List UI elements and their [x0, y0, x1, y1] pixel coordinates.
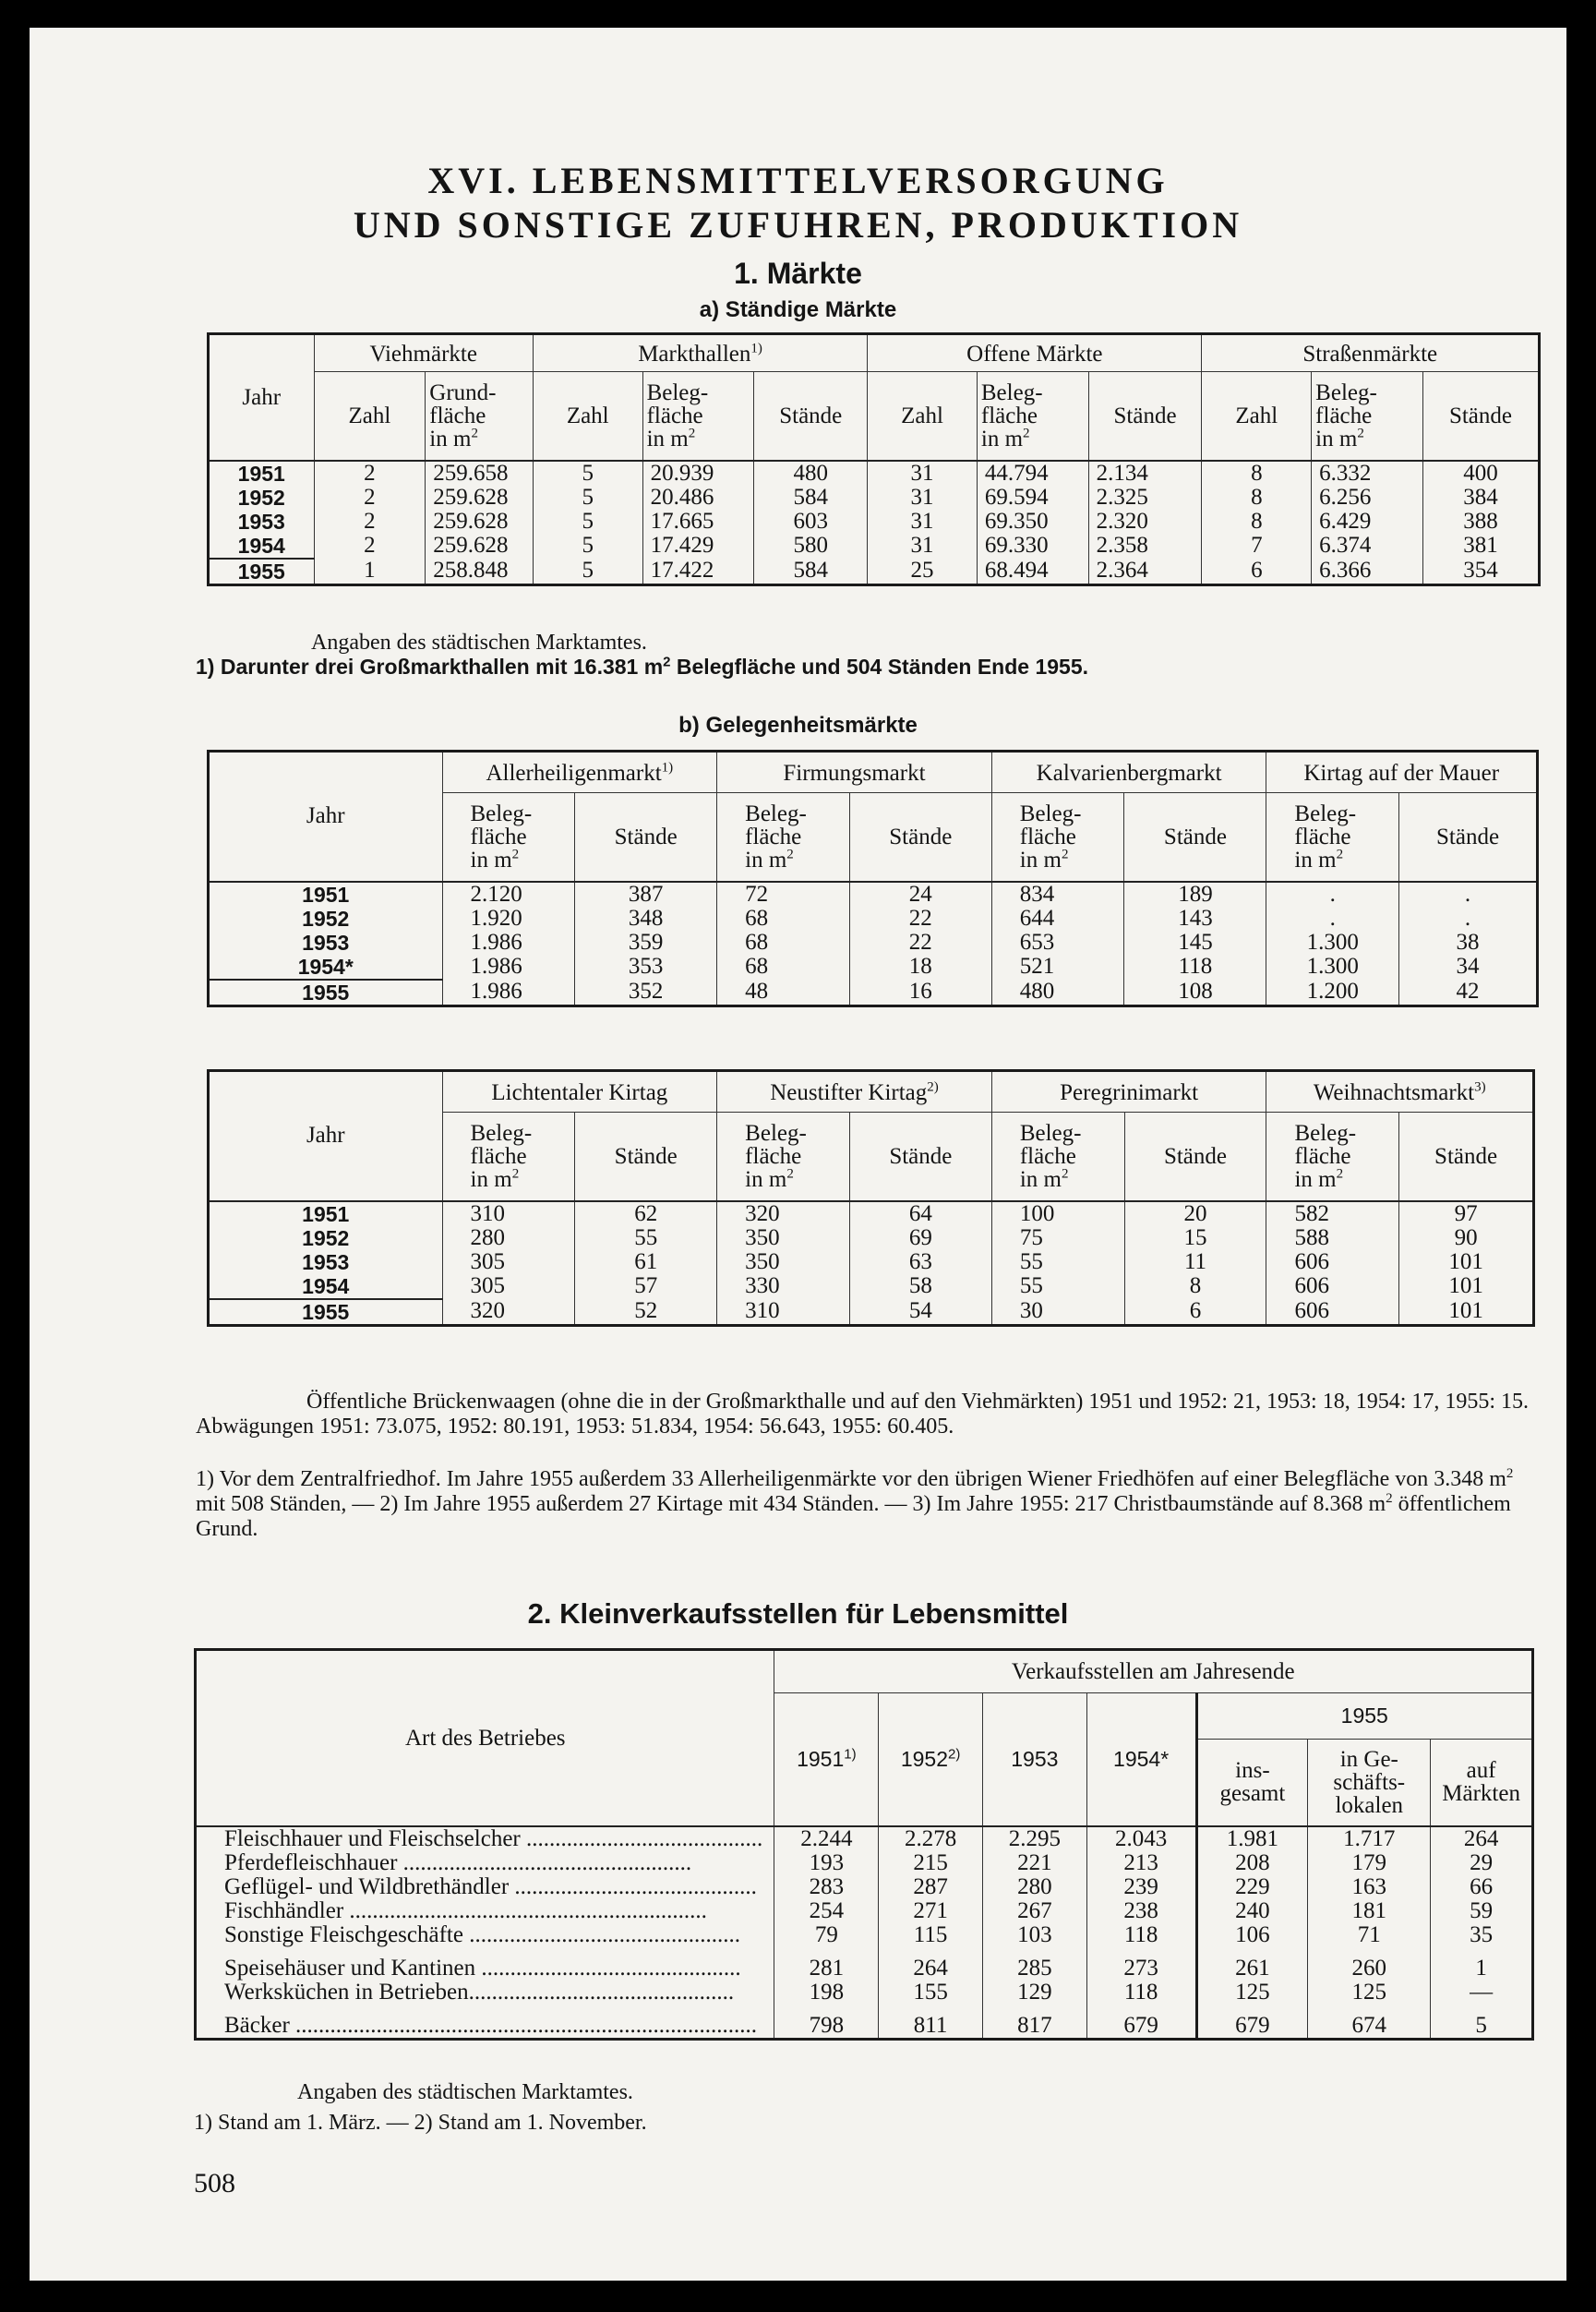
col-in-geschaeftslokalen: in Ge- schäfts- lokalen — [1308, 1740, 1431, 1826]
table-row: 1955 320 52 310 54 30 6 606 101 — [209, 1299, 1534, 1326]
sub-staende: Stände — [1088, 372, 1202, 461]
table-row: 1951 2 259.658 5 20.939 480 31 44.794 2.134 8 6.332 400 — [209, 461, 1540, 486]
group-lichtentaler-kirtag: Lichtentaler Kirtag — [442, 1071, 717, 1113]
sub-staende: Stände — [754, 372, 868, 461]
sub-staende: Stände — [1124, 793, 1266, 882]
sub-belegflaeche: Beleg- fläche in $m^2$ — [642, 372, 754, 461]
sub-zahl: Zahl — [314, 372, 426, 461]
sub-belegflaeche: Beleg- fläche in $m^2$ — [442, 793, 575, 882]
group-peregrinimarkt: Peregrinimarkt — [991, 1071, 1266, 1113]
notes-brueckenwaagen: Öffentliche Brückenwaagen (ohne die in der Großmarkthalle und auf den Viehmärkten) 1951 und 1952: 21, 1953: 18, 1954: 17, 1955: 15. Abwägungen 1951: 73.075, 1952: 80.191, 1953: 51.834, 1954: 56.643, 1955: 60.405. — [196, 1390, 1530, 1439]
sub-belegflaeche: Beleg- fläche in $m^2$ — [717, 1113, 850, 1201]
table-row: Sonstige Fleischgeschäfte ............................................... 79 115 103 118 106 71 35 — [196, 1923, 1533, 1957]
sub-staende: Stände — [575, 1113, 717, 1201]
table-row: 1952 1.920 348 68 22 644 143 . . — [209, 907, 1538, 931]
group-viehmaerkte: Viehmärkte — [314, 334, 533, 372]
col-jahr: Jahr — [209, 334, 315, 461]
col-1955: 1955 — [1196, 1693, 1532, 1740]
group-firmungsmarkt: Firmungsmarkt — [717, 752, 992, 793]
table-row: Werksküchen in Betrieben.............................................. 198 155 129 118 125 125 — — [196, 1981, 1533, 2014]
table-row: 1954 2 259.628 5 17.429 580 31 69.330 2.358 7 6.374 381 — [209, 534, 1540, 559]
table-row: Bäcker ................................................................................ 798 811 817 679 679 674 5 — [196, 2014, 1533, 2040]
sub-zahl: Zahl — [533, 372, 642, 461]
chapter-title-line1: XVI. LEBENSMITTELVERSORGUNG — [427, 160, 1169, 201]
sub-staende: Stände — [849, 793, 991, 882]
sub-staende: Stände — [849, 1113, 991, 1201]
table-row: Geflügel- und Wildbrethändler .......................................... 283 287 280 239 229 163 66 — [196, 1875, 1533, 1899]
group-markthallen: Markthallen$^{1)}$ — [533, 334, 867, 372]
section-title-maerkte: 1. Märkte — [734, 257, 862, 290]
table-kleinverkaufsstellen — [194, 1648, 1534, 2041]
table-row: Speisehäuser und Kantinen ............................................. 281 264 285 273 261 260 1 — [196, 1957, 1533, 1981]
source-note-2: Angaben des städtischen Marktamtes. — [297, 2080, 633, 2104]
table-row: 1954* 1.986 353 68 18 521 118 1.300 34 — [209, 955, 1538, 980]
sub-grundflaeche: Grund- fläche in $m^2$ — [426, 372, 534, 461]
table-row: 1952 280 55 350 69 75 15 588 90 — [209, 1226, 1534, 1250]
table-row: 1955 1 258.848 5 17.422 584 25 68.494 2.364 6 6.366 354 — [209, 559, 1540, 585]
group-weihnachtsmarkt: Weihnachtsmarkt$^{3)}$ — [1266, 1071, 1534, 1113]
sub-belegflaeche: Beleg- fläche in $m^2$ — [1312, 372, 1423, 461]
sub-belegflaeche: Beleg- fläche in $m^2$ — [1266, 793, 1399, 882]
group-offene-maerkte: Offene Märkte — [868, 334, 1202, 372]
sub-staende: Stände — [1399, 1113, 1534, 1201]
group-verkaufsstellen: Verkaufsstellen am Jahresende — [774, 1650, 1533, 1693]
col-1953: 1953 — [982, 1693, 1086, 1826]
sub-staende: Stände — [1124, 1113, 1266, 1201]
group-allerheiligenmarkt: Allerheiligenmarkt$^{1)}$ — [442, 752, 717, 793]
table-row: 1952 2 259.628 5 20.486 584 31 69.594 2.325 8 6.256 384 — [209, 486, 1540, 510]
section-title-kleinverkaufsstellen: 2. Kleinverkaufsstellen für Lebensmittel — [527, 1597, 1069, 1630]
group-kalvarienbergmarkt: Kalvarienbergmarkt — [991, 752, 1266, 793]
document-page — [30, 28, 1566, 2281]
footnote-a: 1) Darunter drei Großmarkthallen mit 16.381 $m^2$ Belegfläche und 504 Ständen Ende 1955. — [196, 654, 1089, 679]
source-note-a: Angaben des städtischen Marktamtes. — [311, 631, 647, 655]
sub-belegflaeche: Beleg- fläche in $m^2$ — [717, 793, 850, 882]
sub-staende: Stände — [1422, 372, 1539, 461]
table-b-title: b) Gelegenheitsmärkte — [678, 713, 918, 738]
table-row: 1955 1.986 352 48 16 480 108 1.200 42 — [209, 980, 1538, 1006]
col-1954: 1954* — [1086, 1693, 1196, 1826]
footnotes-2: 1) Stand am 1. März. — 2) Stand am 1. November. — [194, 2111, 647, 2135]
group-neustifter-kirtag: Neustifter Kirtag$^{2)}$ — [717, 1071, 992, 1113]
table-a-title: a) Ständige Märkte — [699, 297, 897, 322]
table-row: 1951 2.120 387 72 24 834 189 . . — [209, 882, 1538, 907]
table-row: 1953 1.986 359 68 22 653 145 1.300 38 — [209, 931, 1538, 955]
table-row: 1953 2 259.628 5 17.665 603 31 69.350 2.320 8 6.429 388 — [209, 510, 1540, 534]
sub-belegflaeche: Beleg- fläche in $m^2$ — [1266, 1113, 1399, 1201]
notes-footnotes-b: 1) Vor dem Zentralfriedhof. Im Jahre 1955 außerdem 33 Allerheiligenmärkte vor den übrigen Wiener Friedhöfen auf einer Belegfläche von 3.348 $m^2$ mit 508 Ständen, — 2) Im Jahre 1955 außerdem 27 Kirtage mit 434 Ständen. — 3) Im Jahre 1955: 217 Christbaumstände auf 8.368 $m^2$ öffentlichem Grund. — [196, 1466, 1514, 1541]
table-gelegenheitsmaerkte-2 — [207, 1069, 1535, 1327]
table-row: Fleischhauer und Fleischselcher ......................................... 2.244 2.278 2.295 2.043 1.981 1.717 264 — [196, 1826, 1533, 1851]
group-kirtag-auf-der-mauer: Kirtag auf der Mauer — [1266, 752, 1538, 793]
col-insgesamt: ins- gesamt — [1196, 1740, 1308, 1826]
table-gelegenheitsmaerkte — [207, 750, 1539, 1007]
table-staendige-maerkte — [207, 332, 1541, 586]
sub-belegflaeche: Beleg- fläche in $m^2$ — [991, 1113, 1124, 1201]
col-1951: 1951$^{1)}$ — [774, 1693, 879, 1826]
sub-belegflaeche: Beleg- fläche in $m^2$ — [991, 793, 1124, 882]
table-row: 1953 305 61 350 63 55 11 606 101 — [209, 1250, 1534, 1274]
col-jahr: Jahr — [209, 752, 443, 882]
sub-belegflaeche: Beleg- fläche in $m^2$ — [977, 372, 1088, 461]
col-jahr: Jahr — [209, 1071, 443, 1201]
sub-zahl: Zahl — [1202, 372, 1312, 461]
table-row: Fischhändler .............................................................. 254 271 267 238 240 181 59 — [196, 1899, 1533, 1923]
sub-staende: Stände — [1399, 793, 1538, 882]
table-row: Pferdefleischhauer .................................................. 193 215 221 213 208 179 29 — [196, 1851, 1533, 1875]
table-row: 1951 310 62 320 64 100 20 582 97 — [209, 1201, 1534, 1226]
sub-zahl: Zahl — [868, 372, 978, 461]
sub-staende: Stände — [575, 793, 717, 882]
chapter-title-line2: UND SONSTIGE ZUFUHREN, PRODUKTION — [353, 204, 1243, 246]
sub-belegflaeche: Beleg- fläche in $m^2$ — [442, 1113, 575, 1201]
page-number: 508 — [194, 2168, 235, 2198]
col-1952: 1952$^{2)}$ — [879, 1693, 983, 1826]
col-auf-maerkten: auf Märkten — [1431, 1740, 1533, 1826]
group-strassenmaerkte: Straßenmärkte — [1202, 334, 1540, 372]
col-art-des-betriebes: Art des Betriebes — [196, 1650, 774, 1826]
table-row: 1954 305 57 330 58 55 8 606 101 — [209, 1274, 1534, 1299]
